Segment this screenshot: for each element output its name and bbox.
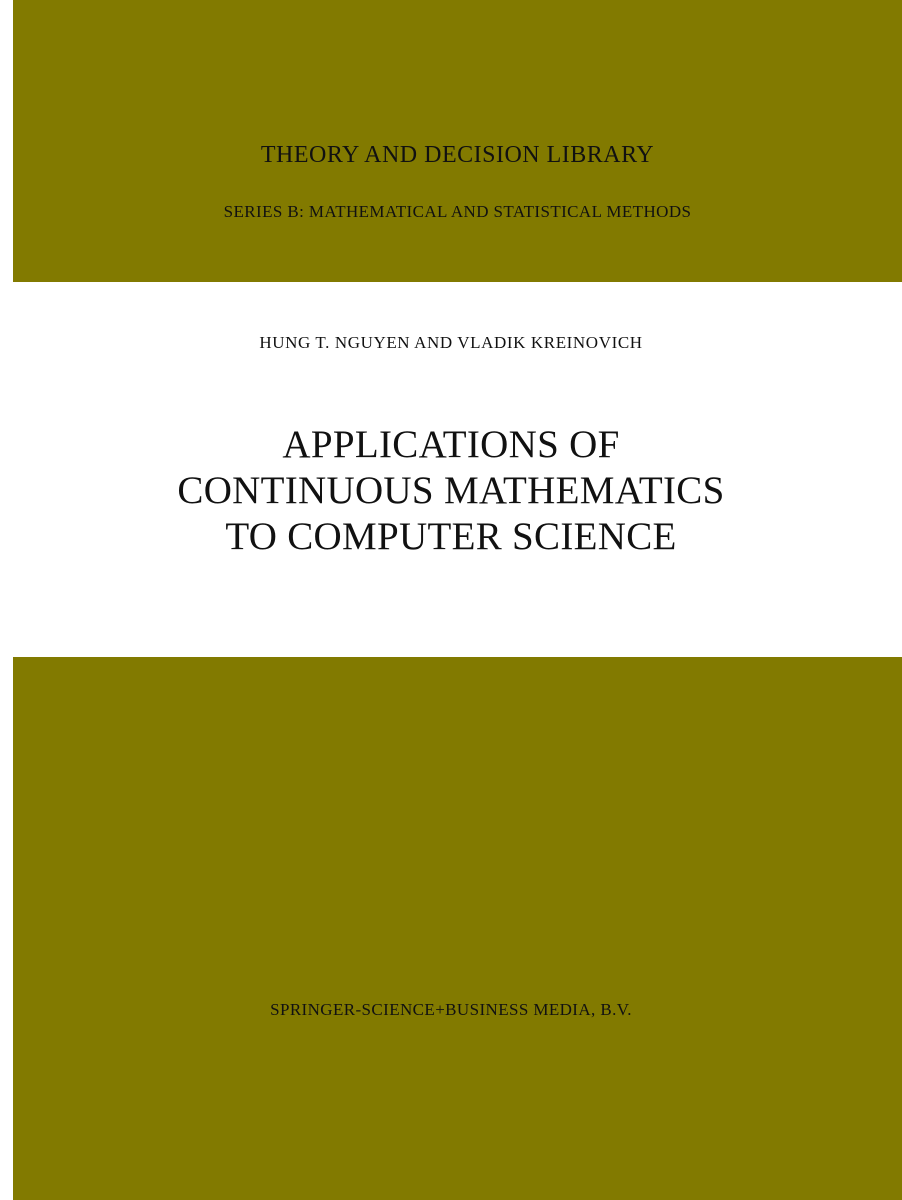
bottom-color-band xyxy=(13,657,902,1200)
book-title-line-3: TO COMPUTER SCIENCE xyxy=(225,515,677,558)
series-title: THEORY AND DECISION LIBRARY xyxy=(260,142,655,168)
series-subtitle: SERIES B: MATHEMATICAL AND STATISTICAL METHODS xyxy=(223,202,692,221)
authors: HUNG T. NGUYEN AND VLADIK KREINOVICH xyxy=(259,333,643,352)
book-title-line-1: APPLICATIONS OF xyxy=(282,423,620,466)
book-title-line-2: CONTINUOUS MATHEMATICS xyxy=(177,469,725,512)
book-title xyxy=(0,422,902,560)
top-color-band xyxy=(13,0,902,282)
publisher: SPRINGER-SCIENCE+BUSINESS MEDIA, B.V. xyxy=(270,1000,632,1019)
